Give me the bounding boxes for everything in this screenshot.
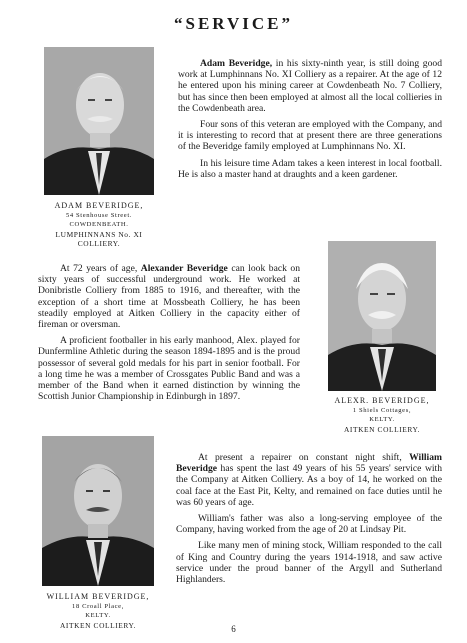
caption-colliery-cont: COLLIERY. <box>77 239 121 249</box>
person-name: Alexander Beveridge <box>140 263 228 274</box>
portrait-photo-alexander <box>328 241 436 391</box>
paragraph: At 72 years of age, Alexander Beveridge can look back on sixty years of successful underground work. He worked at Donibristle Colliery from 1885 to 1916, and thereafter, with the exception of a short time at Mossbeath Colliery, he has been steadily employed at Aitken Colliery in the capacity either of fireman or oversman. <box>38 263 301 331</box>
article-alexander <box>38 263 300 407</box>
paragraph: A proficient footballer in his early manhood, Alex. played for Dunfermline Athletic during the season 1894-1895 and is the proud possessor of several gold medals for his part in senior football. For a long time he was a member of Crossgates Public Band and was a member of the Band when it earned distinction by winning the Scottish Junior Championship in Edinburgh in 1897. <box>38 335 300 403</box>
person-name: Adam Beveridge, <box>200 58 273 69</box>
caption-address: 1 Shiels Cottages, <box>352 406 412 414</box>
person-name: William Beveridge <box>176 452 442 475</box>
caption-town: KELTY. <box>85 612 111 620</box>
caption-colliery: AITKEN COLLIERY. <box>344 424 420 434</box>
page-number: 6 <box>231 624 236 634</box>
caption-town: KELTY. <box>369 416 395 424</box>
caption-name: ALEXR. BEVERIDGE, <box>334 396 430 405</box>
page-title: “SERVICE” <box>174 14 293 33</box>
portrait-photo-adam <box>44 47 154 195</box>
caption-colliery: AITKEN COLLIERY. <box>60 620 136 630</box>
caption-address: 18 Croall Place, <box>72 602 124 610</box>
paragraph: In his leisure time Adam takes a keen interest in local football. He is also a master hand at draughts and a keen gardener. <box>178 157 442 180</box>
caption-colliery: LUMPHINNANS No. XI <box>55 229 143 239</box>
caption-adam <box>38 201 160 249</box>
paragraph: Like many men of mining stock, William responded to the call of King and Country during the years 1914-1918, and saw active service under the proud banner of the Argyll and Sutherland Highlanders. <box>176 540 442 586</box>
caption-address: 54 Stenhouse Street. <box>65 211 133 219</box>
caption-town: COWDENBEATH. <box>69 221 129 229</box>
paragraph: At present a repairer on constant night shift, William Beveridge has spent the last 49 years of his 55 years' service with the Company at Aitken Colliery. As a boy of 14, he worked on the coal face at the East Pit, Kelty, and remained on face duties until he was 60 years of age. <box>176 452 442 508</box>
paragraph: Adam Beveridge, in his sixty-ninth year, is still doing good work at Lumphinnans No. XI Colliery as a repairer. At the age of 12 he entered upon his mining career at Cowdenbeath No. 7 Colliery, but has since then been employed at almost all the local collieries in the Cowdenbeath area. <box>178 58 442 114</box>
caption-name: ADAM BEVERIDGE, <box>54 201 144 210</box>
article-william <box>176 452 442 590</box>
caption-alexander <box>322 396 442 434</box>
portrait-photo-william <box>42 436 154 586</box>
paragraph: William's father was also a long-serving employee of the Company, having worked from the age of 20 at Lindsay Pit. <box>176 513 442 536</box>
article-adam <box>178 58 442 185</box>
caption-name: WILLIAM BEVERIDGE, <box>46 592 150 601</box>
paragraph: Four sons of this veteran are employed with the Company, and it is interesting to record that at present there are three generations of the Beveridge family employed at Lumphinnans No. XI. <box>178 119 442 153</box>
